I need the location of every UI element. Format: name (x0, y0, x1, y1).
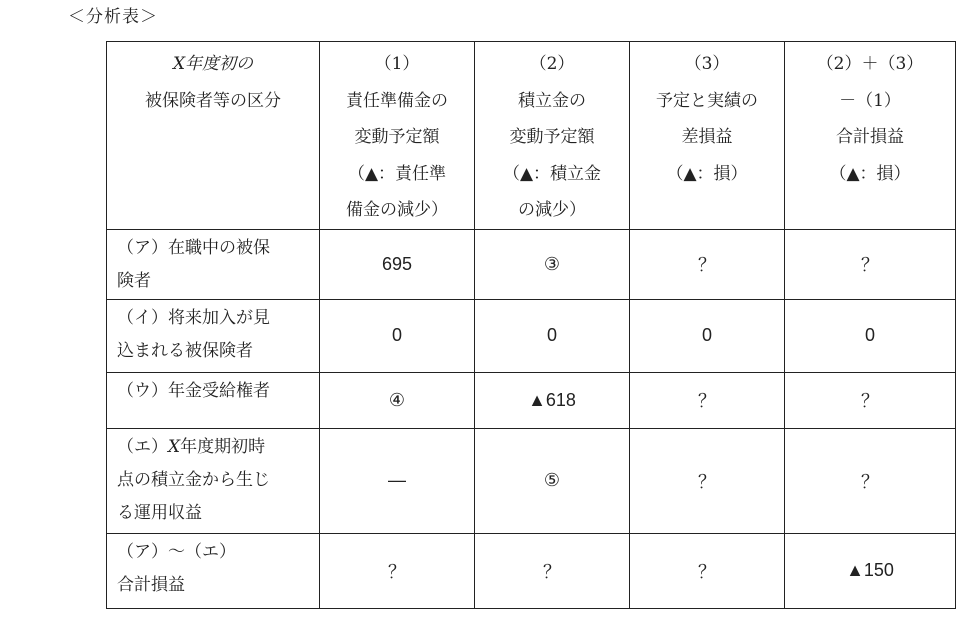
row-label-line: （ウ）年金受給権者 (117, 380, 270, 401)
table-row (107, 299, 956, 372)
header-category-line: X年度初の (172, 54, 254, 74)
header-line: （2）＋（3） (816, 54, 924, 74)
row-label (107, 428, 320, 533)
header-category (107, 42, 320, 230)
header-line: 責任準備金の (346, 90, 448, 111)
table-cell: ― (320, 428, 475, 533)
table-cell: ？ (785, 372, 956, 428)
row-label (107, 533, 320, 608)
header-total (785, 42, 956, 230)
table-cell: ？ (630, 533, 785, 608)
table-cell: 0 (630, 299, 785, 372)
header-line: 差損益 (681, 127, 733, 147)
row-label-line: 込まれる被保険者 (117, 340, 253, 361)
row-label-line: （ア）～（エ） (117, 541, 236, 562)
row-label-line: 合計損益 (117, 574, 185, 595)
table-cell: ③ (475, 229, 630, 299)
header-line: －（1） (839, 90, 901, 111)
table-cell: ▲618 (475, 372, 630, 428)
table-cell: ？ (630, 229, 785, 299)
header-category-line: 被保険者等の区分 (145, 90, 281, 111)
table-cell: ？ (785, 229, 956, 299)
row-label (107, 229, 320, 299)
header-reserve-change (320, 42, 475, 230)
table-cell: ④ (320, 372, 475, 428)
row-label-line: （イ）将来加入が見 (117, 307, 270, 328)
table-cell: ？ (630, 372, 785, 428)
header-line: （1） (374, 54, 420, 74)
table-cell: ⑤ (475, 428, 630, 533)
row-label-line: 険者 (117, 270, 151, 291)
table-row (107, 372, 956, 428)
header-line: 変動予定額 (354, 127, 440, 147)
row-label (107, 299, 320, 372)
table-cell: 0 (320, 299, 475, 372)
header-line: 合計損益 (836, 127, 904, 147)
table-cell: ？ (475, 533, 630, 608)
header-row (107, 42, 956, 230)
header-line: （▲：積立金 (502, 163, 602, 184)
table-row (107, 533, 956, 608)
row-label-line: る運用収益 (117, 502, 202, 523)
row-label-line: 点の積立金から生じ (117, 469, 270, 490)
header-line: 積立金の (518, 90, 586, 111)
header-line: （▲：損） (829, 163, 911, 184)
table-row (107, 428, 956, 533)
table-cell: 0 (785, 299, 956, 372)
table-cell: 0 (475, 299, 630, 372)
header-line: （2） (529, 54, 575, 74)
header-line: （▲：責任準 (347, 163, 447, 184)
row-label (107, 372, 320, 428)
table-cell: ？ (630, 428, 785, 533)
table-cell: 695 (320, 229, 475, 299)
header-line: 変動予定額 (509, 127, 595, 147)
analysis-table (106, 41, 956, 609)
table-caption: ＜分析表＞ (68, 7, 158, 27)
table-row (107, 229, 956, 299)
header-line: （3） (684, 54, 730, 74)
header-line: 備金の減少） (346, 200, 448, 220)
header-variance (630, 42, 785, 230)
header-line: の減少） (518, 200, 586, 220)
row-label-line: （ア）在職中の被保 (117, 237, 270, 258)
table-cell: ？ (785, 428, 956, 533)
header-line: （▲：損） (666, 163, 748, 184)
table-cell: ？ (320, 533, 475, 608)
header-fund-change (475, 42, 630, 230)
row-label-line: （エ）X年度期初時 (117, 436, 266, 457)
table-cell: ▲150 (785, 533, 956, 608)
header-line: 予定と実績の (656, 90, 758, 111)
